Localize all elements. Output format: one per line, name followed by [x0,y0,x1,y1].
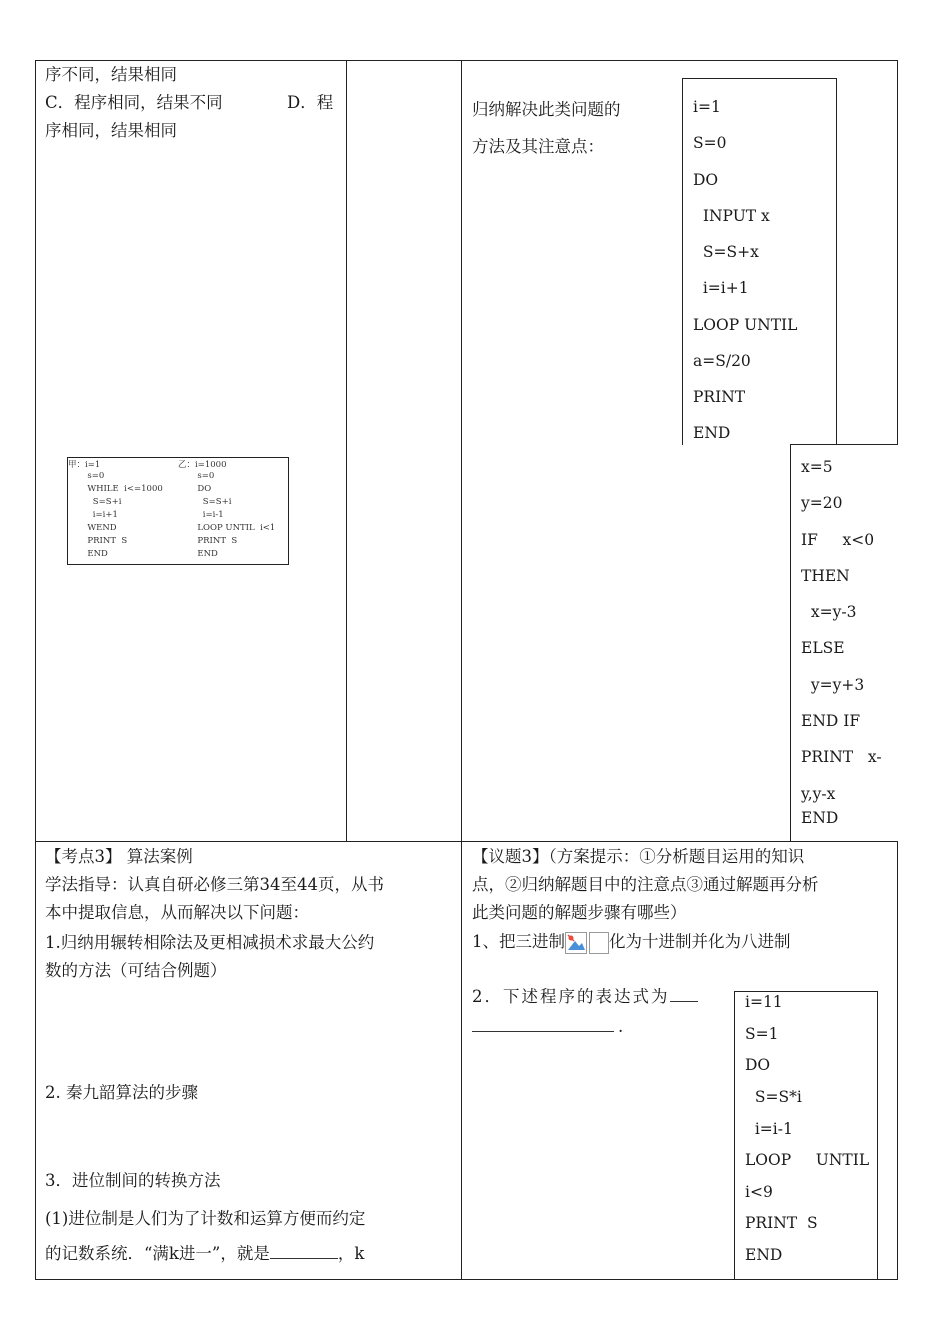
table-left-border [35,60,36,1280]
summary-line-1: 归纳解决此类问题的 [472,100,621,119]
code2-line-4: x=y-3 [801,603,857,621]
code1-line-1: S=0 [693,134,727,152]
question-3: 3．进位制间的转换方法 [45,1171,221,1190]
code1-line-6: LOOP UNTIL [693,316,798,334]
figure-right-3: S=S+i [192,497,232,507]
code1-line-8: PRINT [693,388,746,406]
figure-left-0: 甲：i=1 [68,460,101,470]
question-1-line-2: 数的方法（可结合例题） [45,961,227,980]
code1-line-3: INPUT x [693,207,770,225]
code2-line-0: x=5 [801,458,833,476]
answer-blank[interactable] [270,1240,338,1259]
code2-line-1: y=20 [801,494,843,512]
table-middle-border [35,841,898,842]
code3-line-3: S=S*i [745,1088,802,1106]
question-3-1-line-2 [45,1240,364,1268]
item-2-period: . [618,1017,624,1036]
option-d: D．程 [287,93,334,112]
option-line-3: 序相同，结果相同 [45,121,177,140]
question-3-1-suffix: ，k [337,1244,365,1263]
code2-line-2: IF x<0 [801,531,875,549]
code2-line-8: PRINT x- [801,748,882,766]
figure-right-1: s=0 [192,471,215,481]
summary-line-2: 方法及其注意点： [472,137,604,156]
code1-line-0: i=1 [693,98,721,116]
code2-line-9: y,y-x [801,785,836,803]
question-3-1-text: 的记数系统．“满k进一”，就是 [45,1244,270,1263]
code2-line-5: ELSE [801,639,845,657]
option-line-1: 序不同，结果相同 [45,65,177,84]
figure-right-7: END [192,549,218,559]
figure-right-0: 乙：i=1000 [178,460,227,470]
code-box-2 [790,444,898,842]
section-heading-3: 【考点3】 算法案例 [45,847,193,866]
question-2: 2. 秦九韶算法的步骤 [45,1083,198,1102]
option-c: C．程序相同，结果不同 [45,93,223,112]
topic-line-2: 点，②归纳解题目中的注意点③通过解题再分析 [472,875,819,894]
figure-right-2: DO [192,484,212,494]
code2-line-6: y=y+3 [801,676,865,694]
figure-left-3: S=S+i [82,497,122,507]
item-2-line-2 [472,1013,623,1041]
figure-left-2: WHILE i<=1000 [82,484,163,494]
topic-heading-3: 【议题3】（方案提示：①分析题目运用的知识 [472,847,805,866]
code2-line-10: END [801,809,839,827]
topic-line-3: 此类问题的解题步骤有哪些） [472,903,687,922]
question-3-1-line-1: (1)进位制是人们为了计数和运算方便而约定 [45,1209,366,1228]
code3-line-0: i=11 [745,993,783,1011]
figure-right-6: PRINT S [192,536,238,546]
code2-line-3: THEN [801,567,850,585]
figure-right-5: LOOP UNTIL i<1 [192,523,276,533]
figure-left-4: i=i+1 [82,510,118,520]
code1-line-9: END [693,424,731,442]
item-1-text: 1、把三进制 [472,932,565,951]
code3-line-4: i=i-1 [745,1120,793,1138]
code1-line-4: S=S+x [693,243,759,261]
code3-line-6: i<9 [745,1183,773,1201]
item-1 [472,928,791,956]
figure-left-5: WEND [82,523,117,533]
item-2-text: 2．下述程序的表达式为 [472,987,670,1006]
code3-line-7: PRINT S [745,1214,818,1232]
table-col-divider-2 [461,60,462,1280]
study-guide-line-2: 本中提取信息，从而解决以下问题： [45,903,309,922]
item-2 [472,983,698,1011]
study-guide-line-1: 学法指导：认真自研必修三第34至44页，从书 [45,875,384,894]
code3-line-8: END [745,1246,783,1264]
code3-line-5: LOOP UNTIL [745,1151,870,1169]
item-1-suffix: 化为十进制并化为八进制 [609,932,791,951]
figure-left-1: s=0 [82,471,105,481]
broken-image-icon [565,932,609,954]
expression-blank-2[interactable] [472,1013,614,1032]
table-col-divider-1 [346,60,347,842]
question-1-line-1: 1.归纳用辗转相除法及更相减损术求最大公约 [45,933,375,952]
expression-blank-1[interactable] [670,983,698,1002]
figure-right-4: i=i-1 [192,510,224,520]
figure-left-6: PRINT S [82,536,128,546]
program-figure [67,457,289,565]
code1-line-5: i=i+1 [693,279,749,297]
code3-line-2: DO [745,1056,771,1074]
figure-left-7: END [82,549,108,559]
code1-line-2: DO [693,171,719,189]
code-box-3 [734,991,878,1280]
code-box-1 [682,78,837,445]
code2-line-7: END IF [801,712,861,730]
code3-line-1: S=1 [745,1025,779,1043]
code1-line-7: a=S/20 [693,352,751,370]
